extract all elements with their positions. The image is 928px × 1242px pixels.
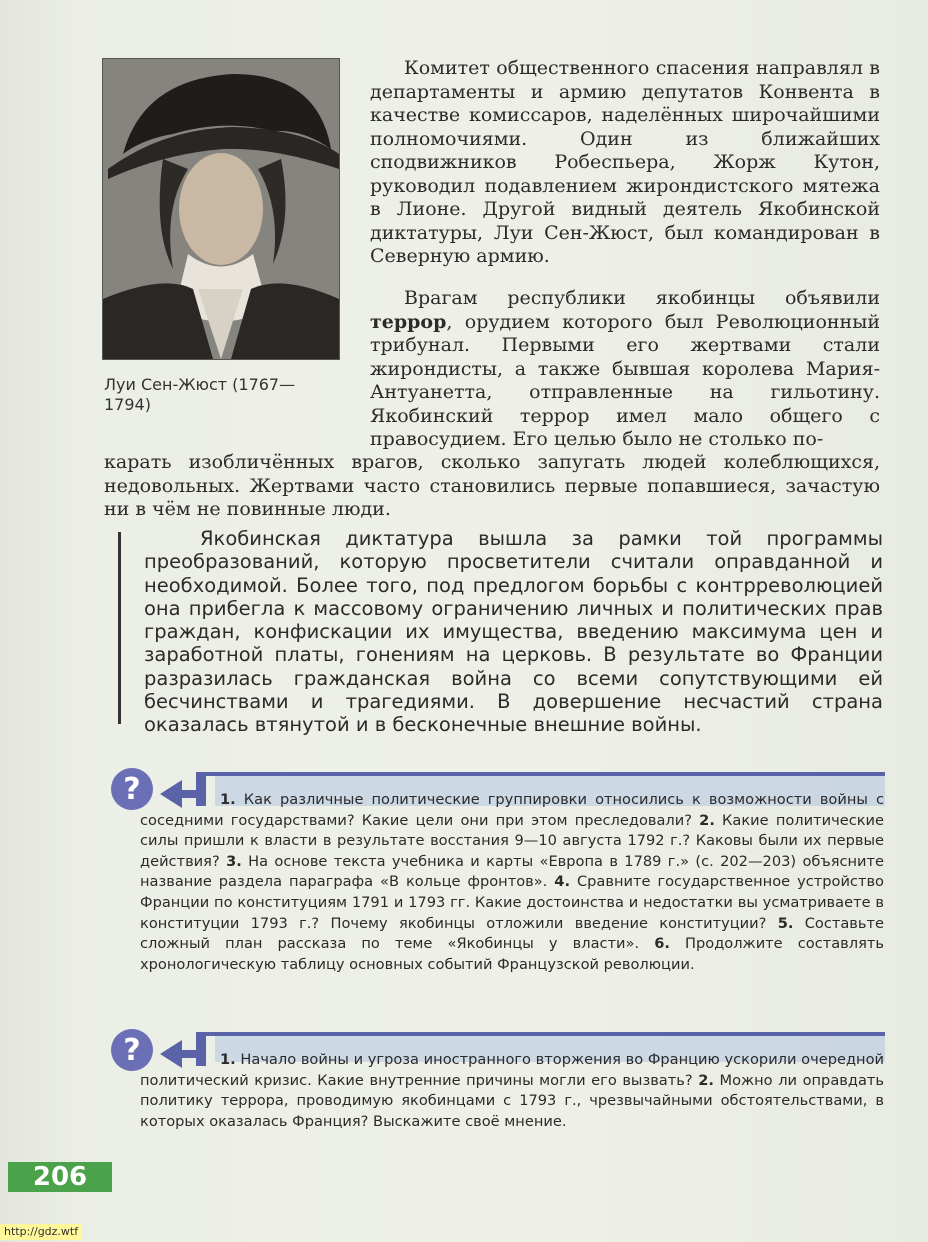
watermark-link[interactable]: http://gdz.wtf (0, 1224, 82, 1240)
questions-rule (205, 772, 885, 776)
question-number: 6. (654, 935, 670, 953)
highlight-rule (118, 532, 121, 724)
question-number: 1. (220, 1051, 236, 1068)
question-text: Сравните государственное устройство Франции по конституциям 1791 и 1793 гг. Какие достоинства и недостатки вы усматриваете в конституции 1793 г.? Почему якобинцы отложили введение конституции? (140, 873, 884, 932)
question-text: На основе текста учебника и карты «Европа в 1789 г.» (с. 202—203) объясните название раздела параграфа «В кольце фронтов». (140, 852, 885, 891)
portrait-caption: Луи Сен-Жюст (1767— 1794) (104, 375, 296, 414)
paragraph-terror (370, 287, 880, 452)
questions-rule-2 (205, 1032, 885, 1036)
question-number: 1. (220, 791, 236, 808)
question-number: 5. (777, 914, 794, 932)
question-number: 3. (226, 852, 242, 870)
paragraph-terror-start: Врагам республики якобинцы объявили (404, 287, 880, 309)
question-number: 2. (698, 1071, 714, 1089)
highlight-paragraph: Якобинская диктатура вышла за рамки той программы преобразований, которую просветители считали оправданной и необходимой. Более того, под предлогом борьбы с контрреволюцией она прибегла к массовому ограничению личных и политических прав граждан, конфискации их имущества, введению максимума цен и заработной платы, гонениям на церковь. В результате во Франции разразилась гражданская война со всеми сопутствующими ей бесчинствами и трагедиями. В довершение несчастий страна оказалась втянутой и в бесконечные внешние войны. (144, 527, 883, 737)
page-number: 206 (8, 1162, 112, 1192)
svg-text:?: ? (123, 1033, 141, 1068)
question-text: Начало войны и угроза иностранного вторжения во Францию ускорили очередной политический кризис. Какие внутренние причины могли его вызвать? (140, 1051, 884, 1089)
question-text: Можно ли оправдать политику террора, проводимую якобинцами с 1793 г., чрезвычайными обстоятельствами, в которых оказалась Франция? Выскажите своё мнение. (140, 1071, 884, 1130)
question-number: 2. (699, 811, 715, 829)
portrait-image (102, 58, 340, 360)
portrait-illustration (103, 59, 339, 359)
question-number: 4. (554, 873, 570, 891)
questions-list-2 (140, 1050, 884, 1132)
svg-text:?: ? (123, 772, 141, 807)
paragraph-terror-continued: карать изобличённых врагов, сколько запугать людей колеблющихся, недовольных. Жертвами часто становились первые попавшиеся, зачастую ни в чём не повинные люди. (104, 451, 880, 520)
questions-list-1 (140, 790, 884, 975)
paragraph-terror-rest: , орудием которого был Революционный трибунал. Первыми его жертвами стали жирондисты, а также бывшая королева Мария-Антуанетта, отправленные на гильотину. Якобинский террор имел мало общего с правосудием. Его целью было не столько по- (370, 310, 880, 450)
question-text: Продолжите составлять хронологическую таблицу основных событий Французской революции. (140, 935, 884, 973)
question-text: Составьте сложный план рассказа по теме «Якобинцы у власти». (140, 914, 884, 953)
question-text: Как различные политические группировки относились к возможности войны с соседними государствами? Какие цели они при этом преследовали? (140, 791, 884, 829)
paragraph-committee: Комитет общественного спасения направлял в департаменты и армию депутатов Конвента в качестве комиссаров, наделённых широчайшими полномочиями. Один из ближайших сподвижников Робеспьера, Жорж Кутон, руководил подавлением жирондистского мятежа в Лионе. Другой видный деятель Якобинской диктатуры, Луи Сен-Жюст, был командирован в Северную армию. (370, 57, 880, 267)
question-text: Какие политические силы пришли к власти в результате восстания 9—10 августа 1792 г.? Каковы были их первые действия? (140, 811, 885, 870)
term-terror: террор (370, 310, 447, 333)
